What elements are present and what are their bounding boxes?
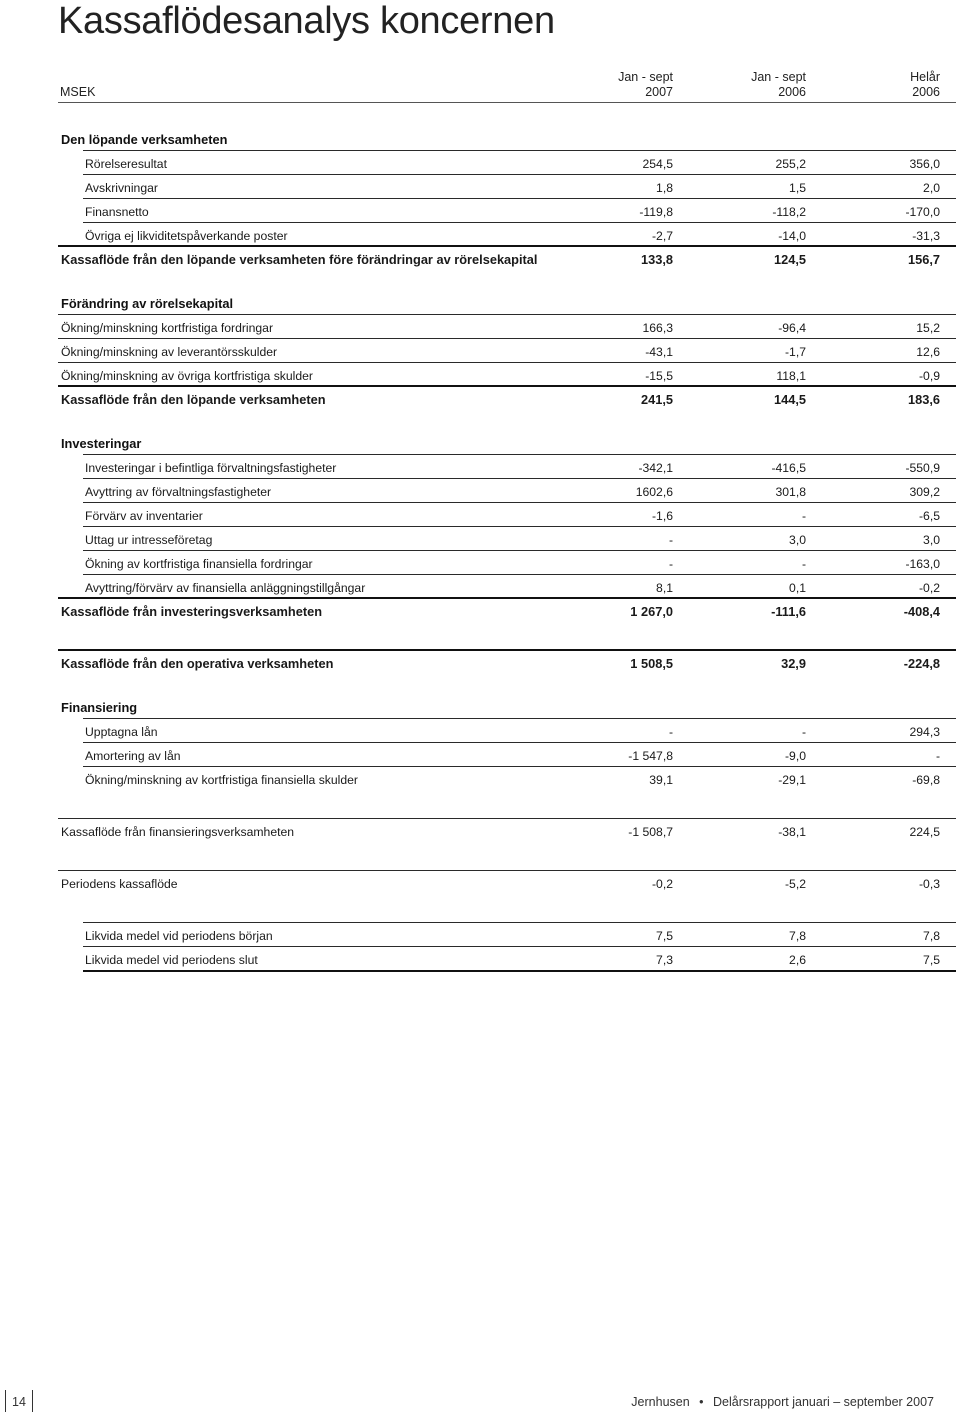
page-footer	[0, 1386, 960, 1413]
total-row-finansieringsverksamhet: Kassaflöde från finansieringsverksamheten -1 508,7 -38,1 224,5	[58, 818, 956, 842]
footer-brand	[631, 1395, 934, 1409]
table-row: Uttag ur intresseföretag - 3,0 3,0	[58, 526, 956, 550]
unit-label: MSEK	[60, 85, 96, 99]
page-number-bar-right	[32, 1390, 33, 1412]
page-number: 14	[12, 1395, 26, 1409]
table-row: Ökning/minskning kortfristiga fordringar 166,3 -96,4 15,2	[58, 314, 956, 338]
table-row: Avskrivningar 1,8 1,5 2,0	[58, 174, 956, 198]
table-row: Likvida medel vid periodens början 7,5 7,8 7,8	[58, 922, 956, 946]
table-row: Ökning/minskning av leverantörsskulder -43,1 -1,7 12,6	[58, 338, 956, 362]
table-row: Ökning/minskning av övriga kortfristiga skulder -15,5 118,1 -0,9	[58, 362, 956, 386]
table-row: Förvärv av inventarier -1,6 - -6,5	[58, 502, 956, 526]
table-row: Amortering av lån -1 547,8 -9,0 -	[58, 742, 956, 766]
page-title: Kassaflödesanalys koncernen	[58, 0, 555, 42]
section-title-investeringar: Investeringar	[61, 436, 142, 451]
company-name: Jernhusen	[631, 1395, 690, 1409]
header-divider	[58, 102, 956, 103]
bullet-separator: •	[699, 1395, 704, 1409]
table-row: Avyttring/förvärv av finansiella anläggningstillgångar 8,1 0,1 -0,2	[58, 574, 956, 598]
total-row-periodens-kassaflode: Periodens kassaflöde -0,2 -5,2 -0,3	[58, 870, 956, 894]
table-row: Rörelseresultat 254,5 255,2 356,0	[58, 150, 956, 174]
table-row: Investeringar i befintliga förvaltningsfastigheter -342,1 -416,5 -550,9	[58, 454, 956, 478]
section-title-rorelsekapital: Förändring av rörelsekapital	[61, 296, 234, 311]
section-title-finansiering: Finansiering	[61, 700, 138, 715]
cash-flow-table	[58, 128, 956, 974]
table-row: Finansnetto -119,8 -118,2 -170,0	[58, 198, 956, 222]
page-number-bar-left	[5, 1390, 6, 1412]
report-name: Delårsrapport januari – september 2007	[713, 1395, 934, 1409]
table-bottom-rule	[58, 970, 956, 974]
column-header-jan-sept-2007: Jan - sept 2007	[618, 70, 673, 99]
table-row: Avyttring av förvaltningsfastigheter 1602,6 301,8 309,2	[58, 478, 956, 502]
table-row: Ökning av kortfristiga finansiella fordringar - - -163,0	[58, 550, 956, 574]
table-row: Övriga ej likviditetspåverkande poster -2,7 -14,0 -31,3	[58, 222, 956, 246]
subtotal-row: Kassaflöde från investeringsverksamheten 1 267,0 -111,6 -408,4	[58, 598, 956, 622]
subtotal-row: Kassaflöde från den löpande verksamheten före förändringar av rörelsekapital 133,8 124,5 156,7	[58, 246, 956, 270]
table-row: Ökning/minskning av kortfristiga finansiella skulder 39,1 -29,1 -69,8	[58, 766, 956, 790]
table-row: Likvida medel vid periodens slut 7,3 2,6 7,5	[58, 946, 956, 970]
section-title-lopande: Den löpande verksamheten	[61, 132, 228, 147]
total-row-operativa: Kassaflöde från den operativa verksamheten 1 508,5 32,9 -224,8	[58, 650, 956, 674]
column-header-jan-sept-2006: Jan - sept 2006	[751, 70, 806, 99]
subtotal-row: Kassaflöde från den löpande verksamheten 241,5 144,5 183,6	[58, 386, 956, 410]
table-row: Upptagna lån - - 294,3	[58, 718, 956, 742]
column-header-helar-2006: Helår 2006	[910, 70, 940, 99]
